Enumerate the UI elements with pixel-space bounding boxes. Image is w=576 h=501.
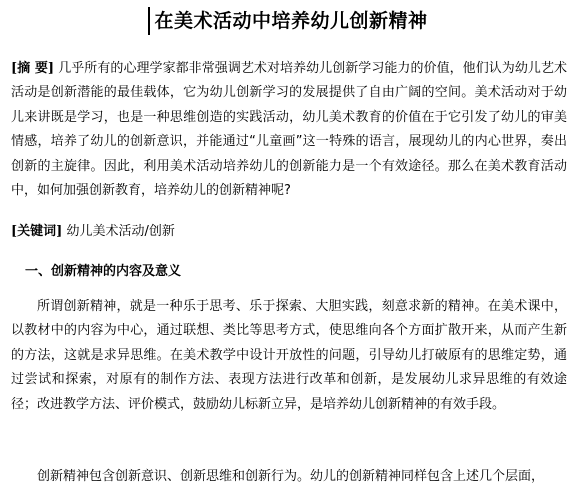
body-paragraph-2: 创新精神包含创新意识、创新思维和创新行为。幼儿的创新精神同样包含上述几个层面， (37, 469, 545, 484)
text-cursor (148, 7, 150, 35)
abstract-text: 几乎所有的心理学家都非常强调艺术对培养幼儿创新学习能力的价值，他们认为幼儿艺术活动是创新潜能的最佳载体，它为幼儿创新学习的发展提供了自由广阔的空间。美术活动对于幼儿来讲既是学习，也是一种思维创造的实践活动，幼儿美术教育的价值在于它引发了幼儿的审美情感，培养了幼儿的创新意识，并能通过“儿童画”这一特殊的语言，展现幼儿的内心世界，奏出创新的主旋律。因此，利用美术活动培养幼儿的创新能力是一个有效途径。那么在美术教育活动中，如何加强创新教育，培养幼儿的创新精神呢? (11, 61, 567, 199)
abstract-paragraph (11, 57, 567, 203)
body-paragraph-1: 所谓创新精神，就是一种乐于思考、乐于探索、大胆实践，刻意求新的精神。在美术课中，以教材中的内容为中心，通过联想、类比等思考方式，使思维向各个方面扩散开来，从而产生新的方法，这就是求异思维。在美术教学中设计开放性的问题，引导幼儿打破原有的思维定势，通过尝试和探索，对原有的制作方法、表现方法进行改革和创新，是发展幼儿求异思维的有效途径；改进教学方法、评价模式，鼓励幼儿标新立异，是培养幼儿创新精神的有效手段。 (11, 299, 567, 412)
document-title-text: 在美术活动中培养幼儿创新精神 (154, 10, 428, 32)
keywords-line (11, 220, 567, 244)
keywords-label: [关键词] (11, 224, 63, 239)
abstract-label: [摘 要] (11, 61, 55, 76)
section-heading-1: 一、创新精神的内容及意义 (25, 264, 182, 279)
keywords-text: 幼儿美术活动/创新 (66, 224, 175, 239)
title-area (0, 4, 576, 38)
document-title (148, 4, 427, 38)
